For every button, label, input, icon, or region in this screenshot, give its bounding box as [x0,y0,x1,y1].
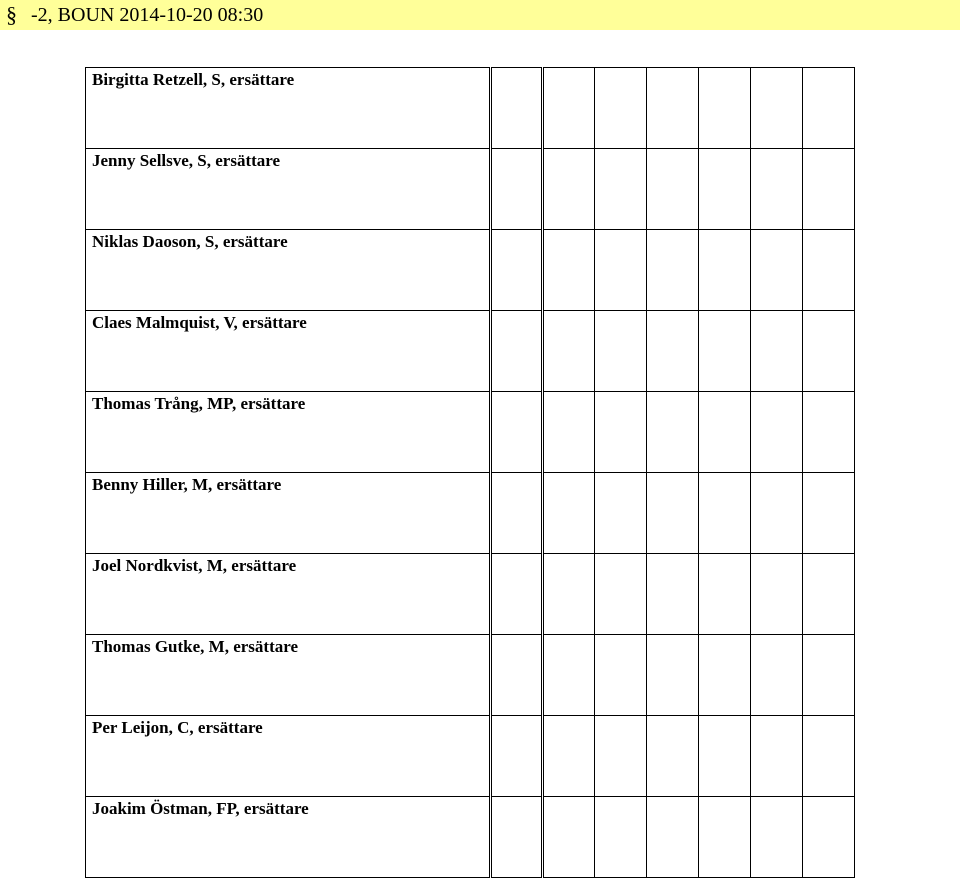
vote-cell [491,473,543,554]
vote-cell [543,716,595,797]
vote-cell [803,392,855,473]
vote-cell [699,554,751,635]
vote-cell [543,68,595,149]
vote-cell [751,635,803,716]
vote-cell [699,230,751,311]
vote-cell [647,392,699,473]
table-row [86,554,855,635]
roster-table [85,67,855,878]
vote-cell [647,230,699,311]
vote-cell [803,473,855,554]
member-name: Thomas Trång, MP, ersättare [86,392,491,473]
vote-cell [595,797,647,878]
vote-cell [543,635,595,716]
vote-cell [699,68,751,149]
vote-cell [751,68,803,149]
member-name: Claes Malmquist, V, ersättare [86,311,491,392]
vote-cell [751,230,803,311]
vote-cell [803,230,855,311]
table-row [86,797,855,878]
member-name: Per Leijon, C, ersättare [86,716,491,797]
vote-cell [647,311,699,392]
member-name: Benny Hiller, M, ersättare [86,473,491,554]
vote-cell [647,797,699,878]
vote-cell [543,149,595,230]
vote-cell [647,149,699,230]
vote-cell [699,716,751,797]
table-row [86,230,855,311]
table-row [86,635,855,716]
table-row [86,473,855,554]
member-name: Jenny Sellsve, S, ersättare [86,149,491,230]
member-name: Birgitta Retzell, S, ersättare [86,68,491,149]
vote-cell [491,635,543,716]
vote-cell [751,392,803,473]
vote-cell [595,230,647,311]
vote-cell [543,392,595,473]
vote-cell [595,311,647,392]
vote-cell [491,797,543,878]
vote-cell [491,68,543,149]
vote-cell [595,554,647,635]
table-row [86,392,855,473]
vote-cell [647,554,699,635]
vote-cell [595,473,647,554]
vote-cell [491,716,543,797]
vote-cell [751,554,803,635]
vote-cell [699,149,751,230]
member-name: Joakim Östman, FP, ersättare [86,797,491,878]
vote-cell [543,797,595,878]
vote-cell [491,149,543,230]
vote-cell [751,149,803,230]
member-name: Niklas Daoson, S, ersättare [86,230,491,311]
vote-cell [491,554,543,635]
vote-cell [803,68,855,149]
page-title: -2, BOUN 2014-10-20 08:30 [31,4,264,26]
table-row [86,149,855,230]
vote-cell [647,473,699,554]
vote-cell [543,311,595,392]
vote-cell [543,554,595,635]
vote-cell [595,68,647,149]
vote-cell [647,635,699,716]
section-symbol-icon: § [6,2,17,27]
vote-cell [751,797,803,878]
header-bar [0,0,960,30]
vote-cell [491,311,543,392]
vote-cell [647,716,699,797]
table-row [86,68,855,149]
vote-cell [699,635,751,716]
vote-cell [595,149,647,230]
vote-cell [803,635,855,716]
vote-cell [595,716,647,797]
vote-cell [699,797,751,878]
vote-cell [699,392,751,473]
vote-cell [751,716,803,797]
table-row [86,716,855,797]
vote-cell [543,230,595,311]
vote-cell [751,311,803,392]
member-name: Thomas Gutke, M, ersättare [86,635,491,716]
vote-cell [803,149,855,230]
vote-cell [751,473,803,554]
vote-cell [803,311,855,392]
table-row [86,311,855,392]
vote-cell [491,230,543,311]
vote-cell [647,68,699,149]
vote-cell [543,473,595,554]
vote-cell [803,797,855,878]
vote-cell [803,554,855,635]
vote-cell [699,473,751,554]
vote-cell [699,311,751,392]
vote-cell [803,716,855,797]
vote-cell [491,392,543,473]
vote-cell [595,635,647,716]
vote-cell [595,392,647,473]
member-name: Joel Nordkvist, M, ersättare [86,554,491,635]
